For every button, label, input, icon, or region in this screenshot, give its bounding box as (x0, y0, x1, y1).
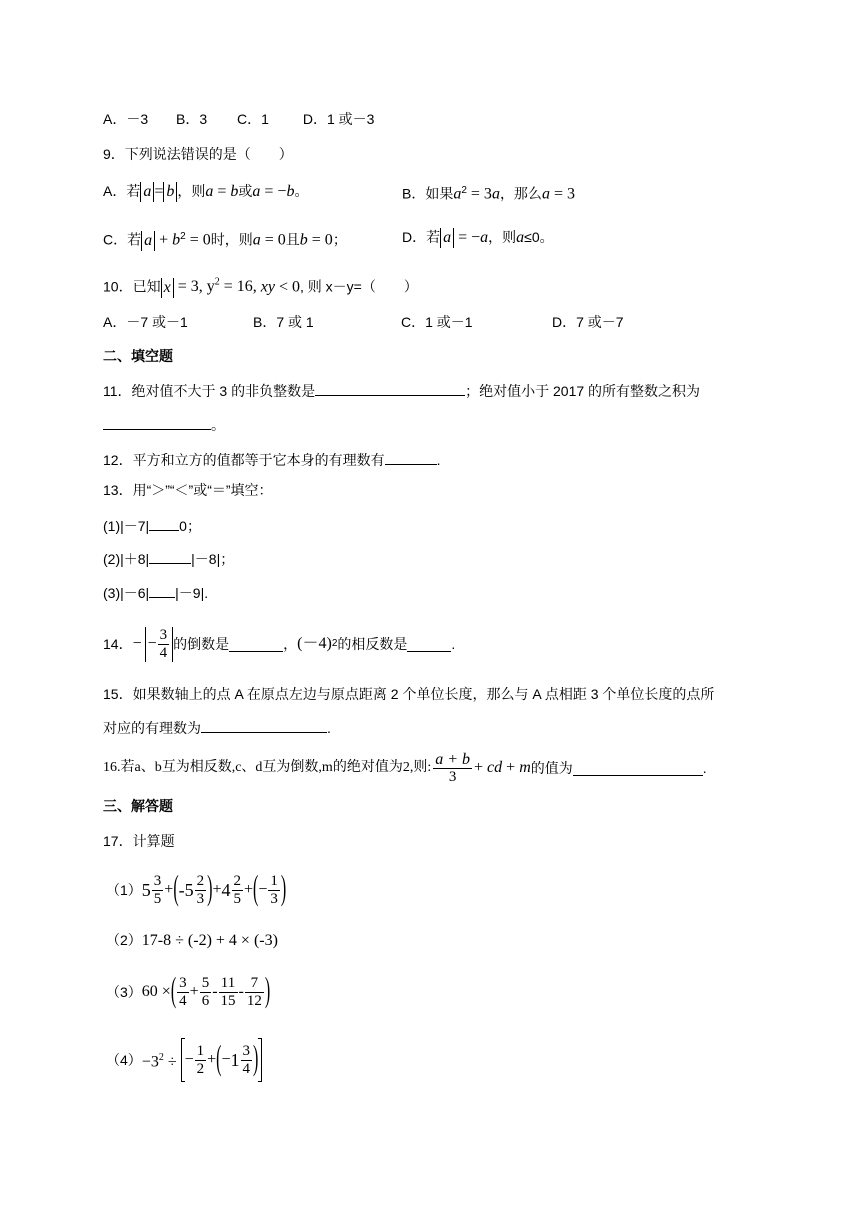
q14-blank-1[interactable] (229, 637, 283, 652)
q10-option-d: D．7 或－7 (552, 314, 624, 330)
q13-sub2: (2)|＋8| |－8|； (103, 551, 235, 567)
q17-part2: （2）17-8 ÷ (-2) + 4 × (-3) (106, 932, 278, 949)
q13-stem: 13．用“＞”“＜”或“＝”填空： (103, 482, 273, 498)
q13-blank-3[interactable] (149, 583, 175, 598)
q15-line2: 对应的有理数为 . (103, 720, 331, 736)
q10-option-c: C．1 或－1 (401, 314, 473, 330)
q11-line2: 。 (103, 415, 225, 435)
q9-option-b: B．如果$a^2 = 3a$，那么a = 3 (402, 185, 575, 203)
q15-line1: 15．如果数轴上的点 A 在原点左边与原点距离 2 个单位长度，那么与 A 点相距 3 个单位长度的点所 (103, 686, 715, 702)
section-heading-solve: 三、解答题 (103, 798, 173, 814)
q12: 12．平方和立方的值都等于它本身的有理数有 . (103, 452, 441, 468)
q15-blank[interactable] (201, 718, 327, 733)
q11-blank-1[interactable] (315, 381, 465, 396)
q12-blank[interactable] (385, 450, 437, 465)
q17-part4: （4） $-3^2$ ÷ − $\frac{1}{2}$ + ( − 1 $\frac{3}{4}$ ) (106, 1035, 262, 1085)
q13-sub3: (3)|－6| |－9|. (103, 585, 209, 601)
q14-blank-2[interactable] (407, 637, 451, 652)
q8-option-d: D．1 或－3 (302, 111, 375, 127)
q13-sub1: (1)|－7| 0； (103, 518, 201, 534)
q11-blank-2[interactable] (103, 415, 211, 430)
q10-option-a: A．－7 或－1 (103, 314, 188, 330)
q17-part1: （1） 5 $\frac{3}{5}$ + ( -5 $\frac{2}{3}$ ) + 4 $\frac{2}{5}$ + ( − $\frac{1}{3}$ ) (106, 870, 287, 908)
q9-option-c: C．若 $a + b^2 = 0$时，则a = 0且b = 0； (103, 231, 347, 249)
q13-blank-1[interactable] (149, 516, 179, 531)
q9-option-a: A．若 a = b ，则a = b或a = −b。 (103, 183, 309, 201)
q10-option-b: B．7 或 1 (253, 314, 314, 330)
q17-part3: （3） 60 × ( $\frac{3}{4}$ + $\frac{5}{6}$ - $\frac{11}{15}$ - $\frac{7}{12}$ ) (106, 972, 271, 1010)
q8-option-b: B．3 (176, 111, 208, 127)
section-heading-fill-blank: 二、填空题 (103, 348, 173, 364)
q16: 16.若a、b互为相反数,c、d互为倒数,m的绝对值为2,则: $\frac{a + b}{3}$ + cd + m 的值为 . (103, 750, 707, 785)
q10-stem: 10．已知 x = 3, $y^2 = 16$, xy < 0, 则 x－y=（ ） (103, 277, 418, 296)
q8-options (103, 109, 374, 129)
q9-stem: 9．下列说法错误的是（ ） (103, 146, 293, 162)
q9-option-d: D．若 a = −a，则a≤0。 (402, 229, 554, 247)
q13-blank-2[interactable] (149, 549, 191, 564)
q10-options (103, 312, 624, 332)
q16-blank[interactable] (573, 761, 703, 776)
q17-stem: 17．计算题 (103, 833, 175, 849)
q8-option-c: C．1 (237, 111, 269, 127)
q8-option-a: A．－3 (103, 111, 149, 127)
q11-line1: 11．绝对值不大于 3 的非负整数是 ；绝对值小于 2017 的所有整数之积为 (103, 383, 701, 399)
q14: 14． − − $\frac{3}{4}$ 的倒数是 ， (－4) 2 的相反数是 . (103, 626, 456, 661)
